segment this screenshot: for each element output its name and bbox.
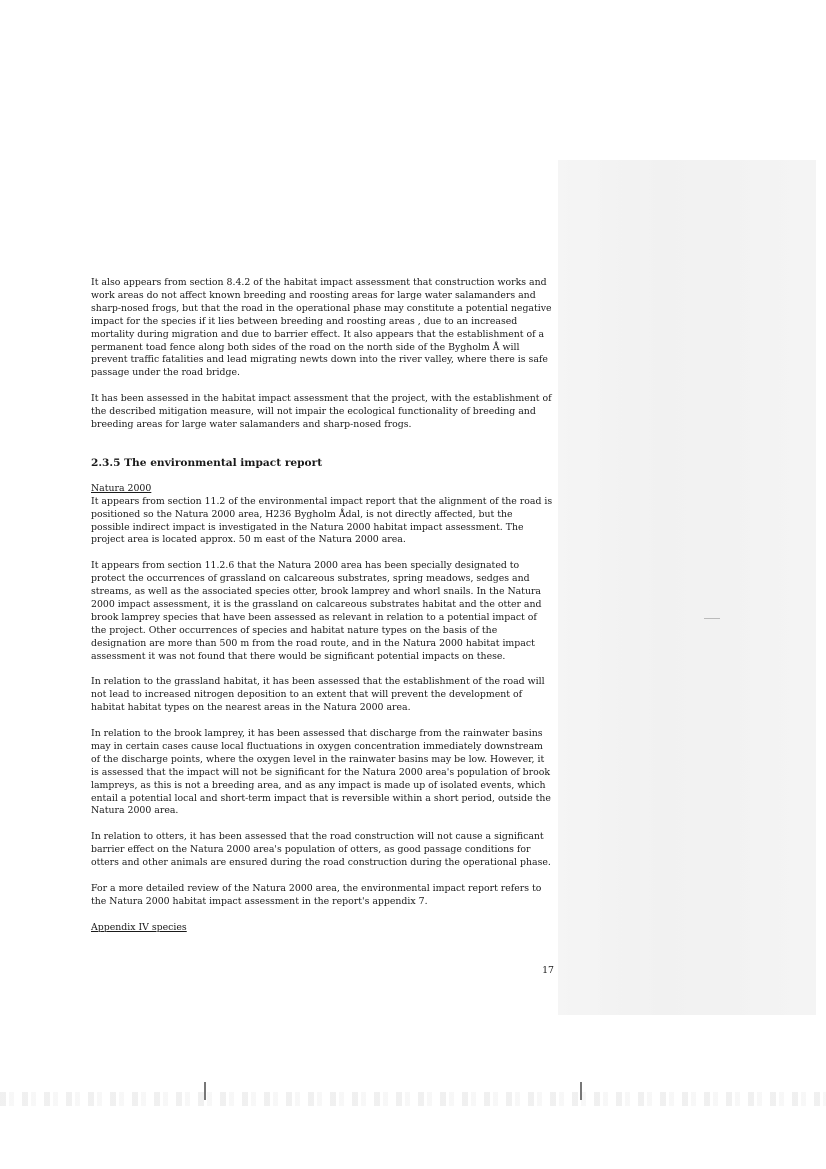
appendix-iv-heading: Appendix IV species — [91, 921, 187, 933]
paragraph-habitat-assessment: It has been assessed in the habitat impact assessment that the project, with the establishment of the described mitigation measure, will not impair the ecological functionality of breeding and breeding areas for large water salamanders and sharp-nosed frogs. — [91, 393, 552, 430]
natura-2000-heading: Natura 2000 — [91, 482, 152, 494]
paragraph-appendix-reference: For a more detailed review of the Natura 2000 area, the environmental impact report refers to the Natura 2000 habitat impact assessment in the report's appendix 7. — [91, 882, 542, 907]
paragraph-natura-alignment: It appears from section 11.2 of the environmental impact report that the alignment of the road is positioned so the Natura 2000 area, H236 Bygholm Ådal, is not directly affected, but the possible indirect impact is investigated in the Natura 2000 habitat impact assessment. The project area is located approx. 50 m east of the Natura 2000 area. — [91, 495, 553, 546]
paragraph-otters: In relation to otters, it has been assessed that the road construction will not cause a significant barrier effect on the Natura 2000 area's population of otters, as good passage conditions for otters and other animals are ensured during the road construction during the operational phase. — [91, 831, 551, 869]
paragraph-brook-lamprey: In relation to the brook lamprey, it has been assessed that discharge from the rainwater basins may in certain cases cause local fluctuations in oxygen concentration immediately downstream of the discharge points, where the oxygen level in the rainwater basins may be low. However, it is assessed that the impact will not be significant for the Natura 2000 area's population of brook lampreys, as this is not a breeding area, and as any impact is made up of isolated events, which entail a potential local and short-term impact that is reversible within a short period, outside the Natura 2000 area. — [91, 728, 551, 817]
scan-tick-right — [580, 1082, 582, 1100]
paragraph-toad-fence: It also appears from section 8.4.2 of the habitat impact assessment that construction works and work areas do not affect known breeding and roosting areas for large water salamanders and sharp-nosed frogs, but that the road in the operational phase may constitute a potential negative impact for the species if it lies between breeding and roosting areas , due to an increased mortality during migration and due to barrier effect. It also appears that the establishment of a permanent toad fence along both sides of the road on the north side of the Bygholm Å will prevent traffic fatalities and lead migrating newts down into the river valley, where there is safe passage under the road bridge. — [91, 277, 552, 379]
document-body — [91, 277, 553, 934]
scan-mark — [704, 618, 720, 619]
paragraph-natura-designation: It appears from section 11.2.6 that the Natura 2000 area has been specially designated to protect the occurrences of grassland on calcareous substrates, spring meadows, sedges and streams, as well as the associated species otter, brook lamprey and whorl snails. In the Natura 2000 impact assessment, it is the grassland on calcareous substrates habitat and the otter and brook lamprey species that have been assessed as relevant in relation to a potential impact of the project. Other occurrences of species and habitat nature types on the basis of the designation are more than 500 m from the road route, and in the Natura 2000 habitat impact assessment it was not found that there would be significant potential impacts on these. — [91, 560, 542, 662]
scan-shadow — [558, 160, 816, 1015]
paragraph-grassland: In relation to the grassland habitat, it has been assessed that the establishment of the road will not lead to increased nitrogen deposition to an extent that will prevent the development of habitat habitat types on the nearest areas in the Natura 2000 area. — [91, 676, 545, 714]
scan-tick-left — [204, 1082, 206, 1100]
page-number: 17 — [542, 965, 554, 976]
section-heading: 2.3.5 The environmental impact report — [91, 456, 323, 469]
scan-artifact-band — [0, 1092, 826, 1106]
